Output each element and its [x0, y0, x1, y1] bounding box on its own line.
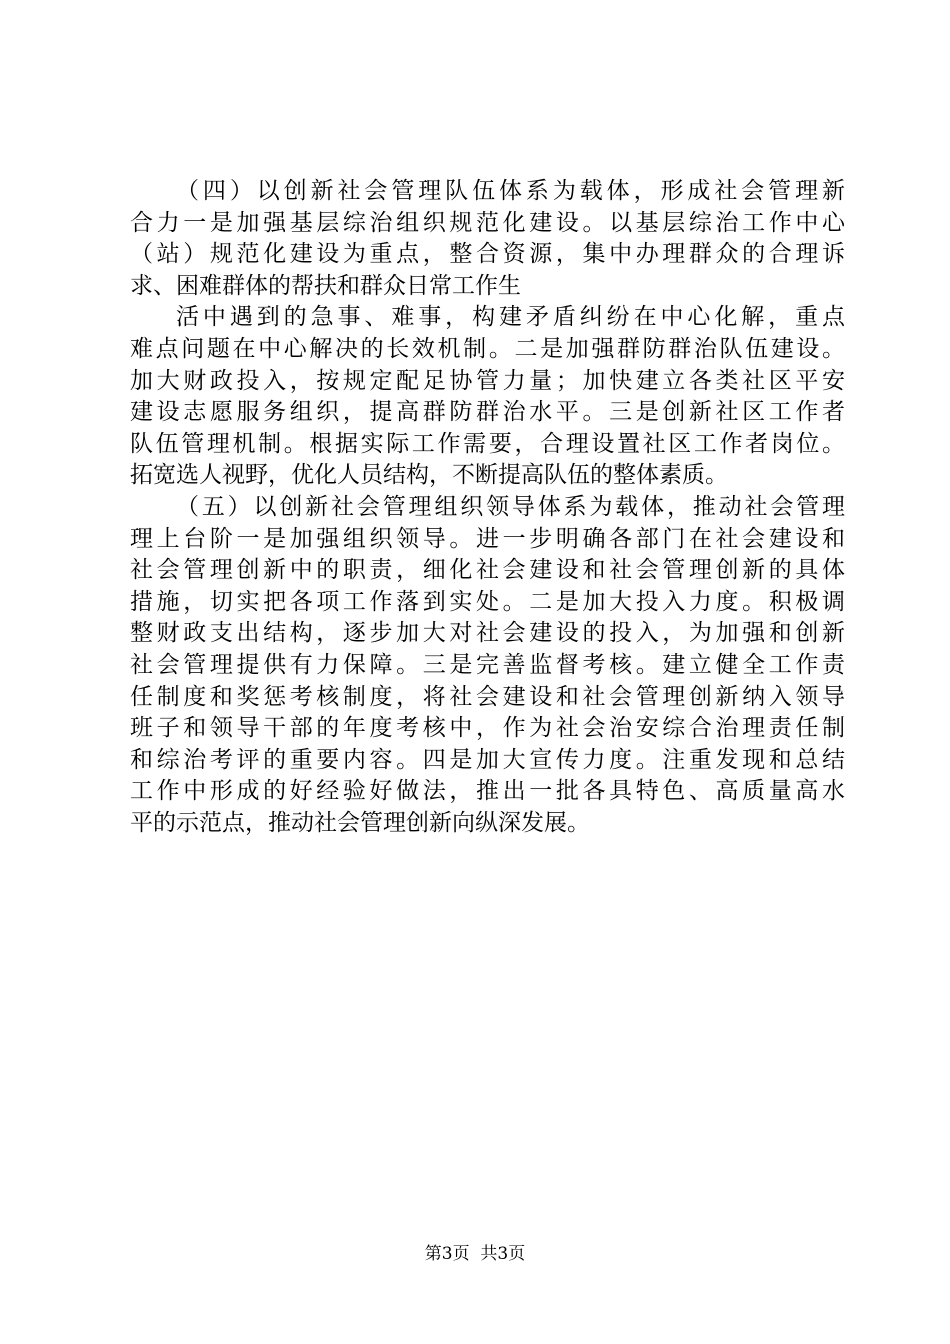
paragraph-line: 加大财政投入，按规定配足协管力量；加快建立各类社区平安: [130, 367, 845, 394]
paragraph-line: 拓宽选人视野，优化人员结构，不断提高队伍的整体素质。: [130, 462, 728, 489]
paragraph-line: （五）以创新社会管理组织领导体系为载体，推动社会管理: [176, 493, 845, 520]
paragraph-line: 社会管理提供有力保障。三是完善监督考核。建立健全工作责: [130, 651, 845, 678]
page-footer: [0, 1243, 950, 1265]
paragraph-line: （四）以创新社会管理队伍体系为载体，形成社会管理新: [176, 178, 845, 204]
paragraph-line: 难点问题在中心解决的长效机制。二是加强群防群治队伍建设。: [130, 335, 845, 362]
paragraph-line: 平的示范点，推动社会管理创新向纵深发展。: [130, 809, 590, 836]
paragraph-line: 队伍管理机制。根据实际工作需要，合理设置社区工作者岗位。: [130, 430, 845, 457]
paragraph-line: 活中遇到的急事、难事，构建矛盾纠纷在中心化解，重点: [176, 304, 845, 331]
paragraph-line: 和综治考评的重要内容。四是加大宣传力度。注重发现和总结: [130, 746, 845, 773]
paragraph-line: 措施，切实把各项工作落到实处。二是加大投入力度。积极调: [130, 588, 845, 615]
paragraph-line: 合力一是加强基层综治组织规范化建设。以基层综治工作中心: [130, 209, 845, 236]
paragraph-line: 建设志愿服务组织，提高群防群治水平。三是创新社区工作者: [130, 399, 845, 426]
paragraph-line: （站）规范化建设为重点，整合资源，集中办理群众的合理诉: [130, 241, 845, 268]
paragraph-line: 班子和领导干部的年度考核中，作为社会治安综合治理责任制: [130, 715, 845, 742]
paragraph-line: 任制度和奖惩考核制度，将社会建设和社会管理创新纳入领导: [130, 683, 845, 710]
paragraph-line: 社会管理创新中的职责，细化社会建设和社会管理创新的具体: [130, 557, 845, 584]
page-number: 第3页 共3页: [424, 1244, 526, 1264]
paragraph-line: 工作中形成的好经验好做法，推出一批各具特色、高质量高水: [130, 778, 845, 805]
paragraph-line: 整财政支出结构，逐步加大对社会建设的投入，为加强和创新: [130, 620, 845, 647]
paragraph-line: 理上台阶一是加强组织领导。进一步明确各部门在社会建设和: [130, 525, 845, 552]
paragraph-line: 求、困难群体的帮扶和群众日常工作生: [130, 272, 521, 299]
document-body: [130, 176, 845, 839]
